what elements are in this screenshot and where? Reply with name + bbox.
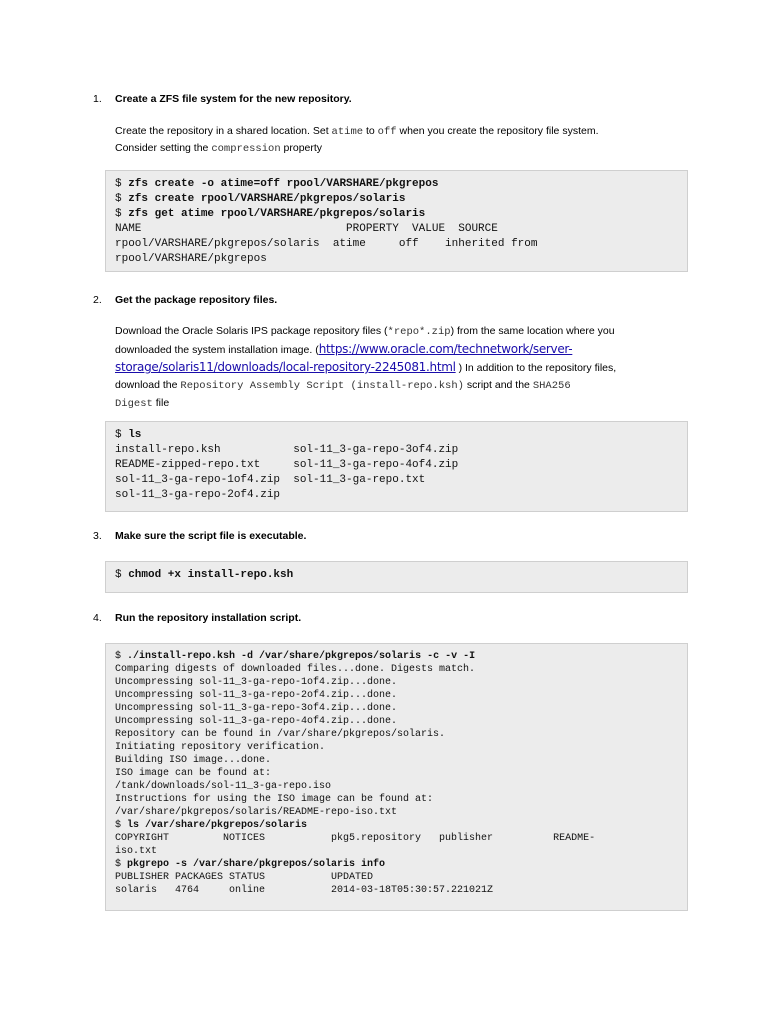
command-output: sol-11_3-ga-repo-1of4.zip sol-11_3-ga-repo.txt (115, 474, 426, 486)
download-link[interactable]: storage/solaris11/downloads/local-repository-2245081.html (115, 360, 456, 374)
text: ) In addition to the repository files, (455, 362, 617, 374)
command-output: Building ISO image...done. (115, 755, 272, 766)
code-inline: Digest (115, 398, 153, 410)
shell-command: zfs create rpool/VARSHARE/pkgrepos/solaris (128, 193, 406, 205)
command-output: Initiating repository verification. (115, 742, 326, 753)
command-output: Repository can be found in /var/share/pkgrepos/solaris. (115, 729, 446, 740)
text: to (363, 125, 378, 137)
step-description (115, 123, 675, 157)
code-line (115, 252, 678, 267)
step-number: 1. (93, 93, 102, 105)
code-line (115, 222, 678, 237)
code-inline: Repository Assembly Script (install-repo.ksh) (180, 380, 464, 392)
command-output: sol-11_3-ga-repo-2of4.zip (115, 489, 281, 501)
code-line (115, 884, 678, 897)
text: download the (115, 379, 181, 391)
code-line (115, 663, 678, 676)
step-title: Get the package repository files. (115, 294, 278, 306)
code-line (115, 702, 678, 715)
code-block (105, 643, 688, 911)
download-link[interactable]: https://www.oracle.com/technetwork/server- (318, 342, 573, 356)
code-line (115, 237, 678, 252)
code-line (115, 473, 678, 488)
command-output: PUBLISHER PACKAGES STATUS UPDATED (115, 872, 374, 883)
code-line (115, 806, 678, 819)
code-line (115, 767, 678, 780)
shell-command: ./install-repo.ksh -d /var/share/pkgrepos/solaris -c -v -I (127, 651, 476, 662)
step-description (115, 323, 675, 413)
command-output: README-zipped-repo.txt sol-11_3-ga-repo-4of4.zip (115, 459, 459, 471)
text: ) from the same location where you (450, 325, 615, 337)
code-line (115, 780, 678, 793)
command-output: solaris 4764 online 2014-03-18T05:30:57.221021Z (115, 885, 494, 896)
code-line (115, 676, 678, 689)
command-output: Uncompressing sol-11_3-ga-repo-3of4.zip...done. (115, 703, 398, 714)
code-line (115, 871, 678, 884)
text: Consider setting the (115, 142, 212, 154)
shell-command: ls /var/share/pkgrepos/solaris (127, 820, 308, 831)
code-line (115, 443, 678, 458)
command-output: Uncompressing sol-11_3-ga-repo-1of4.zip...done. (115, 677, 398, 688)
code-line (115, 650, 678, 663)
shell-command: pkgrepo -s /var/share/pkgrepos/solaris info (127, 859, 386, 870)
shell-prompt: $ (115, 859, 128, 870)
command-output: install-repo.ksh sol-11_3-ga-repo-3of4.zip (115, 444, 459, 456)
text: Create the repository in a shared location. Set (115, 125, 332, 137)
code-inline: compression (211, 143, 281, 155)
code-inline: SHA256 (532, 380, 571, 392)
code-block (105, 421, 688, 512)
shell-command: ls (128, 429, 142, 441)
step-number: 3. (93, 530, 102, 542)
command-output: Uncompressing sol-11_3-ga-repo-2of4.zip...done. (115, 690, 398, 701)
command-output: ISO image can be found at: (115, 768, 272, 779)
command-output: rpool/VARSHARE/pkgrepos/solaris atime off inherited from (115, 238, 538, 250)
shell-command: zfs create -o atime=off rpool/VARSHARE/pkgrepos (128, 178, 439, 190)
code-line (115, 428, 678, 443)
text: file (152, 397, 170, 409)
code-line (115, 858, 678, 871)
command-output: Comparing digests of downloaded files...done. Digests match. (115, 664, 476, 675)
code-line (115, 488, 678, 503)
step-number: 4. (93, 612, 102, 624)
step-number: 2. (93, 294, 102, 306)
step-title: Make sure the script file is executable. (115, 530, 307, 542)
code-line (115, 845, 678, 858)
code-line (115, 728, 678, 741)
code-line (115, 568, 678, 583)
shell-prompt: $ (115, 429, 129, 441)
code-line (115, 689, 678, 702)
text: script and the (463, 379, 533, 391)
code-line (115, 819, 678, 832)
code-line (115, 458, 678, 473)
code-block (105, 561, 688, 593)
shell-prompt: $ (115, 178, 129, 190)
code-block (105, 170, 688, 272)
code-line (115, 793, 678, 806)
code-line (115, 715, 678, 728)
code-inline: off (377, 126, 397, 138)
command-output: COPYRIGHT NOTICES pkg5.repository publisher README- (115, 833, 596, 844)
shell-command: zfs get atime rpool/VARSHARE/pkgrepos/solaris (128, 208, 426, 220)
command-output: /tank/downloads/sol-11_3-ga-repo.iso (115, 781, 332, 792)
command-output: Instructions for using the ISO image can be found at: (115, 794, 434, 805)
shell-prompt: $ (115, 651, 128, 662)
code-line (115, 754, 678, 767)
shell-prompt: $ (115, 569, 129, 581)
shell-command: chmod +x install-repo.ksh (128, 569, 294, 581)
code-inline: *repo*.zip (387, 326, 451, 338)
step-title: Create a ZFS file system for the new repository. (115, 93, 352, 105)
command-output: Uncompressing sol-11_3-ga-repo-4of4.zip...done. (115, 716, 398, 727)
code-line (115, 207, 678, 222)
command-output: iso.txt (115, 846, 158, 857)
shell-prompt: $ (115, 193, 129, 205)
command-output: rpool/VARSHARE/pkgrepos (115, 253, 267, 265)
text: when you create the repository file system. (396, 125, 599, 137)
code-line (115, 192, 678, 207)
text: Download the Oracle Solaris IPS package repository files ( (115, 325, 388, 337)
step-title: Run the repository installation script. (115, 612, 302, 624)
command-output: NAME PROPERTY VALUE SOURCE (115, 223, 498, 235)
text: property (280, 142, 323, 154)
shell-prompt: $ (115, 820, 128, 831)
code-line (115, 832, 678, 845)
code-line (115, 741, 678, 754)
command-output: /var/share/pkgrepos/solaris/README-repo-iso.txt (115, 807, 398, 818)
text: downloaded the system installation image. ( (115, 344, 319, 356)
shell-prompt: $ (115, 208, 129, 220)
code-inline: atime (331, 126, 364, 138)
code-line (115, 177, 678, 192)
